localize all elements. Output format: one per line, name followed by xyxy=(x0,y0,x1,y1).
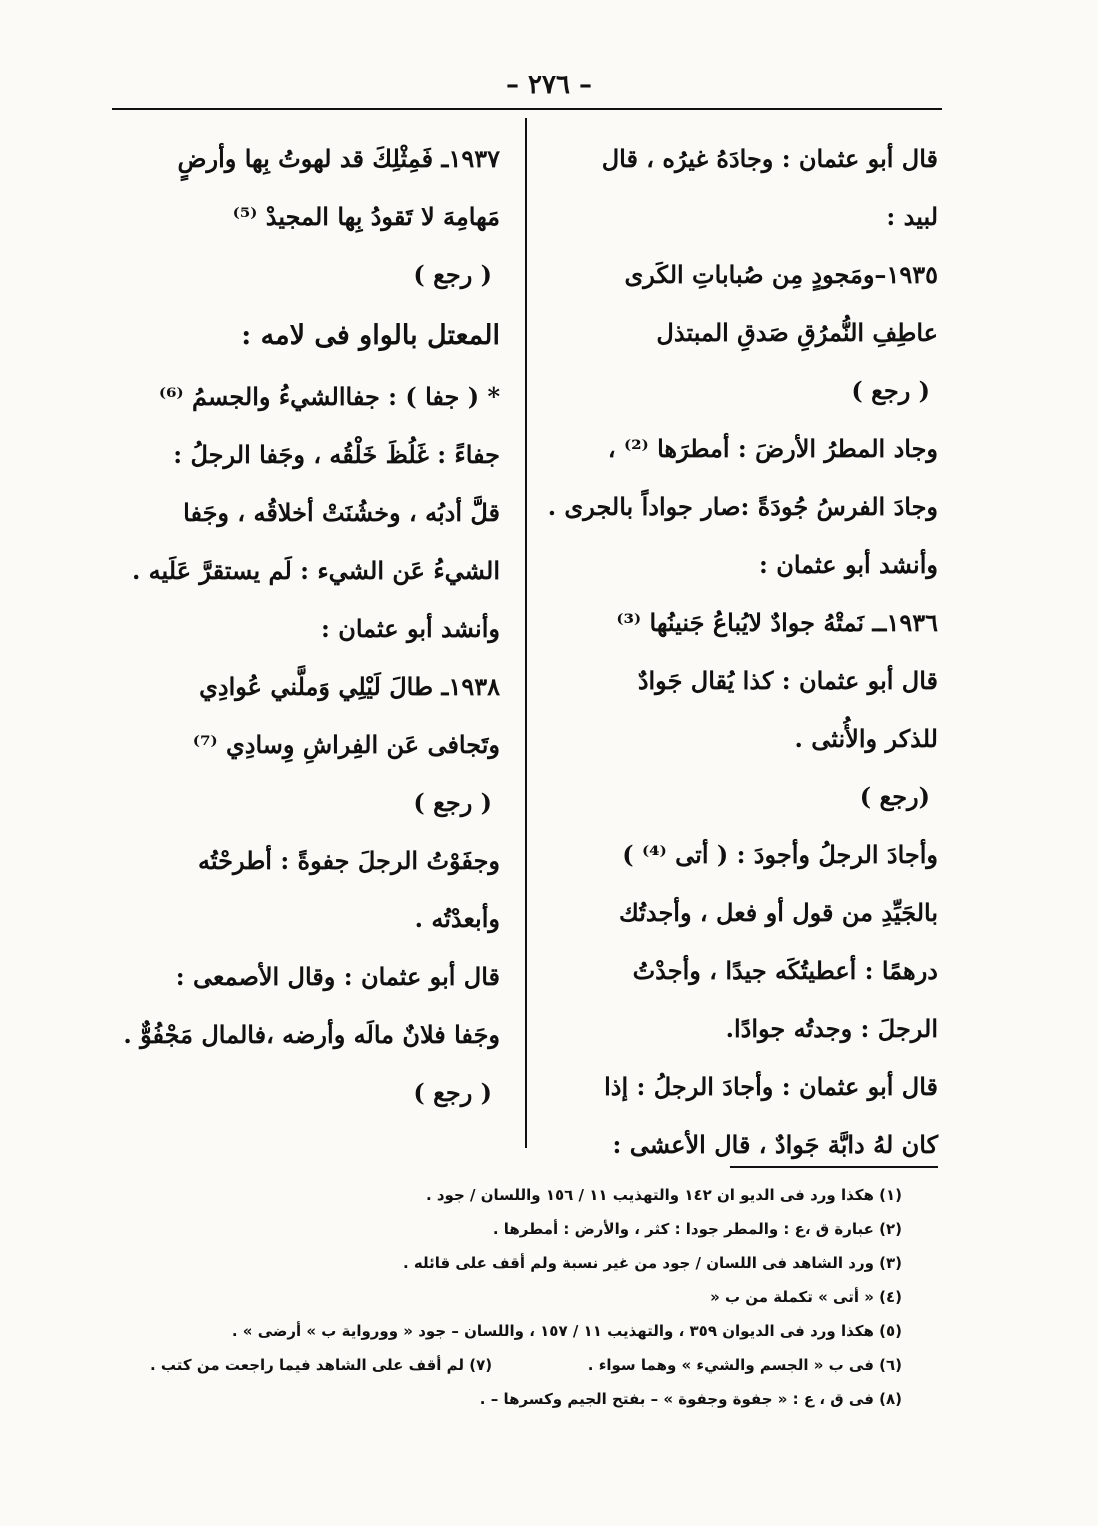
text-line: لبيد : xyxy=(886,202,938,231)
text-line: كان لهُ دابَّة جَوادٌ ، قال الأعشى : xyxy=(612,1130,938,1159)
footnote-pair xyxy=(150,1348,902,1382)
text-line: قال أبو عثمان : كذا يُقال جَوادٌ xyxy=(637,666,938,695)
text-line: الشيءُ عَن الشيء : لَم يستقرَّ عَلَيه . xyxy=(131,556,500,585)
footnote: (٨) فى ق ، ع : « جفوة وجفوة » – بفتح الجيم وكسرها – . xyxy=(479,1390,902,1408)
text-line: * ( جفا ) : جفاالشيءُ والجسمُ ⁽⁶⁾ xyxy=(158,382,500,411)
footnote: (٣) ورد الشاهد فى اللسان / جود من غير نسبة ولم أقف على قائله . xyxy=(402,1254,902,1272)
footnote: (٥) هكذا ورد فى الديوان ٣٥٩ ، والتهذيب ١١ / ١٥٧ ، واللسان – جود « وورواية ب » أرضى » . xyxy=(231,1322,902,1340)
text-line: وأجادَ الرجلُ وأجودَ : ( أتى ⁽⁴⁾ ) xyxy=(622,840,938,869)
text-line: قال أبو عثمان : وأجادَ الرجلُ : إذا xyxy=(604,1072,938,1101)
text-line: بالجَيِّدِ من قول أو فعل ، وأجدتُك xyxy=(618,898,938,927)
rajaz-marker: ( رجع ) xyxy=(413,260,492,289)
text-line: وأنشد أبو عثمان : xyxy=(321,614,500,643)
left-column xyxy=(120,130,500,1122)
verse-line: وتَجافى عَن الفِراشِ وِسادِي ⁽⁷⁾ xyxy=(192,730,500,759)
footnote: (٤) « أتى » تكملة من ب « xyxy=(710,1288,902,1306)
rajaz-marker: ( رجع ) xyxy=(413,788,492,817)
rajaz-marker: (رجع ) xyxy=(859,782,930,811)
verse-line: ١٩٣٧ـ فَمِثْلِكَ قد لهوتُ بِها وأرضٍ xyxy=(177,144,500,173)
footnote-rule xyxy=(730,1166,938,1168)
right-column xyxy=(548,130,938,1174)
text-line: وجفَوْتُ الرجلَ جفوةً : أطرحْتُه xyxy=(198,846,500,875)
verse-line: ١٩٣٥–ومَجودٍ مِن صُباباتِ الكَرى xyxy=(624,260,938,289)
footnote: (١) هكذا ورد فى الديو ان ١٤٢ والتهذيب ١١ / ١٥٦ واللسان / جود . xyxy=(425,1186,902,1204)
text-line: وأبعدْتُه . xyxy=(414,904,500,933)
text-line: الرجلَ : وجدتُه جوادًا. xyxy=(725,1014,938,1043)
top-rule xyxy=(112,108,942,110)
text-line: وجادَ الفرسُ جُودَةً :صار جواداً بالجرى . xyxy=(547,492,938,521)
text-line: قال أبو عثمان : وجادَهُ غيرُه ، قال xyxy=(601,144,938,173)
text-line: قلَّ أدبُه ، وخشُنَتْ أخلاقُه ، وجَفا xyxy=(183,498,500,527)
text-line: للذكر والأُنثى . xyxy=(794,724,938,753)
text-line: وأنشد أبو عثمان : xyxy=(759,550,938,579)
section-heading: المعتل بالواو فى لامه : xyxy=(241,320,500,352)
verse-line: مَهامِهَ لا تَقودُ بِها المجيدْ ⁽⁵⁾ xyxy=(232,202,500,231)
rajaz-marker: ( رجع ) xyxy=(413,1078,492,1107)
footnote: (٧) لم أقف على الشاهد فيما راجعت من كتب . xyxy=(150,1356,493,1374)
text-line: درهمًا : أعطيتُكَه جيدًا ، وأجدْتُ xyxy=(632,956,938,985)
column-divider xyxy=(525,118,527,1148)
verse-line: ١٩٣٦ــ نَمتْهُ جوادٌ لايُباعُ جَنينُها ⁽³⁾ xyxy=(616,608,938,637)
text-line: قال أبو عثمان : وقال الأصمعى : xyxy=(175,962,500,991)
page-number: – ٢٧٦ – xyxy=(505,70,593,100)
verse-line: عاطِفِ النُّمرُقِ صَدقِ المبتذل xyxy=(656,318,938,347)
text-line: وجاد المطرُ الأرضَ : أمطرَها ⁽²⁾ ، xyxy=(607,434,938,463)
footnote: (٦) فى ب « الجسم والشيء » وهما سواء . xyxy=(587,1356,902,1374)
rajaz-marker: ( رجع ) xyxy=(851,376,930,405)
text-line: وجَفا فلانٌ مالَه وأرضه ،فالمال مَجْفُوٌّ . xyxy=(123,1020,500,1049)
footnotes xyxy=(150,1178,902,1416)
text-line: جفاءً : غَلُظَ خَلْقُه ، وجَفا الرجلُ : xyxy=(173,440,500,469)
footnote: (٢) عبارة ق ،ع : والمطر جودا : كثر ، والأرض : أمطرها . xyxy=(492,1220,902,1238)
verse-line: ١٩٣٨ـ طالَ لَيْلِي وَملَّني عُوادِي xyxy=(199,672,500,701)
